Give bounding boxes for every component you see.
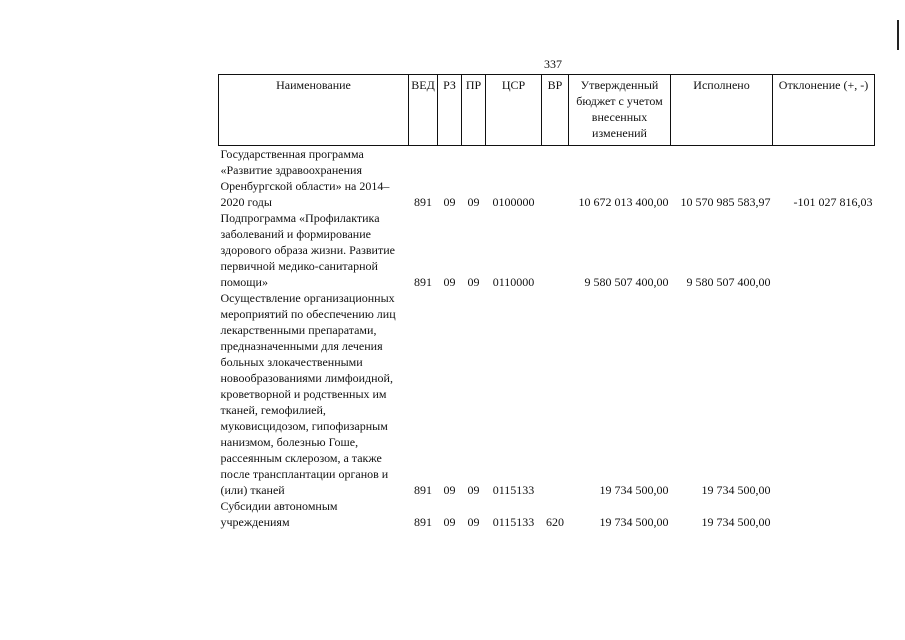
row-deviation [773, 290, 875, 498]
row-vr [542, 146, 569, 211]
header-executed: Исполнено [671, 75, 773, 146]
row-csr: 0115133 [492, 483, 535, 497]
row-pr: 09 [467, 483, 480, 497]
header-budget: Утвержденный бюджет с учетом внесенных изменений [569, 75, 671, 146]
row-budget: 9 580 507 400,00 [584, 275, 669, 289]
row-vr: 620 [546, 515, 564, 529]
table-row [219, 498, 875, 530]
row-name: Подпрограмма «Профилактика заболеваний и формирование здорового образа жизни. Развитие первичной медико-санитарной помощи» [220, 211, 395, 289]
row-pr: 09 [467, 275, 480, 289]
row-budget: 19 734 500,00 [599, 515, 669, 529]
row-ved: 891 [414, 515, 432, 529]
row-deviation [773, 210, 875, 290]
table-row [219, 290, 875, 498]
row-ved: 891 [414, 275, 432, 289]
table-row [219, 210, 875, 290]
row-budget: 19 734 500,00 [599, 483, 669, 497]
header-name: Наименование [219, 75, 409, 146]
row-csr: 0115133 [492, 515, 535, 529]
row-deviation [773, 498, 875, 530]
row-deviation: -101 027 816,03 [793, 195, 873, 209]
row-name: Субсидии автономным учреждениям [220, 499, 338, 529]
header-pr: ПР [462, 75, 486, 146]
header-deviation: Отклонение (+, -) [773, 75, 875, 146]
row-executed: 19 734 500,00 [701, 515, 771, 529]
budget-table [218, 74, 875, 530]
row-budget: 10 672 013 400,00 [578, 195, 669, 209]
row-rz: 09 [443, 275, 456, 289]
scan-edge-mark [897, 20, 899, 50]
header-vr: ВР [542, 75, 569, 146]
row-csr: 0100000 [492, 195, 535, 209]
table-header-row [219, 75, 875, 146]
row-pr: 09 [467, 515, 480, 529]
page-number: 337 [544, 57, 562, 71]
row-rz: 09 [443, 483, 456, 497]
row-vr [542, 210, 569, 290]
header-csr: ЦСР [486, 75, 542, 146]
row-ved: 891 [414, 483, 432, 497]
table-row [219, 146, 875, 211]
row-executed: 19 734 500,00 [701, 483, 771, 497]
row-executed: 9 580 507 400,00 [686, 275, 771, 289]
header-rz: РЗ [438, 75, 462, 146]
row-name: Государственная программа «Развитие здравоохранения Оренбургской области» на 2014–2020 годы [220, 147, 390, 209]
row-rz: 09 [443, 515, 456, 529]
row-vr [542, 290, 569, 498]
row-executed: 10 570 985 583,97 [680, 195, 771, 209]
row-rz: 09 [443, 195, 456, 209]
row-pr: 09 [467, 195, 480, 209]
row-csr: 0110000 [492, 275, 535, 289]
row-name: Осуществление организационных мероприятий по обеспечению лиц лекарственными препаратами, предназначенными для лечения больных злокачественными новообразованиями лимфоидной, кроветворной и родственных им тканей, гемофилией, муковисцидозом, гипофизарным нанизмом, болезнью Гоше, рассеянным склерозом, а также после трансплантации органов и (или) тканей [220, 291, 396, 497]
row-ved: 891 [414, 195, 432, 209]
header-ved: ВЕД [409, 75, 438, 146]
